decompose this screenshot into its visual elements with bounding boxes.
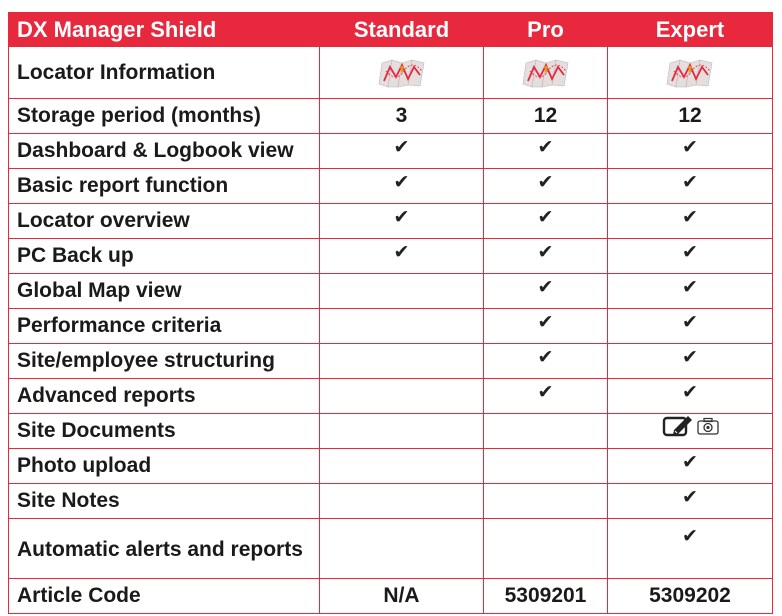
- plan-value-cell: [484, 47, 608, 99]
- plan-value-cell: [484, 379, 608, 414]
- plan-value-cell: [608, 309, 773, 344]
- check-icon: ✔: [537, 206, 554, 228]
- locator-map-icon: [666, 57, 714, 89]
- plan-value-cell: [320, 99, 484, 134]
- plan-value-cell: [484, 99, 608, 134]
- plan-value-cell: [484, 519, 608, 579]
- feature-label: Site Notes: [9, 484, 320, 519]
- check-icon: ✔: [393, 241, 410, 263]
- check-icon: ✔: [682, 241, 698, 263]
- comparison-table: [8, 12, 773, 614]
- plan-value: 5309202: [649, 584, 731, 607]
- plan-value-cell: [320, 344, 484, 379]
- feature-label: Automatic alerts and reports: [9, 519, 320, 579]
- table-row: [9, 169, 773, 204]
- check-icon: ✔: [393, 206, 410, 228]
- feature-label: Performance criteria: [9, 309, 320, 344]
- plan-value-cell: [608, 519, 773, 579]
- check-icon: ✔: [682, 486, 698, 508]
- plan-value-cell: [484, 204, 608, 239]
- plan-value-cell: [608, 274, 773, 309]
- check-icon: ✔: [682, 276, 698, 298]
- plan-value-cell: [484, 169, 608, 204]
- plan-value-cell: [484, 239, 608, 274]
- plan-value-cell: [484, 414, 608, 449]
- feature-label: Site Documents: [9, 414, 320, 449]
- plan-value-cell: [608, 579, 773, 614]
- plan-value-cell: [484, 344, 608, 379]
- table-row: [9, 484, 773, 519]
- plan-value: 3: [395, 104, 408, 127]
- check-icon: ✔: [537, 346, 554, 368]
- plan-value-cell: [608, 134, 773, 169]
- feature-label: Advanced reports: [9, 379, 320, 414]
- plan-value-cell: [320, 414, 484, 449]
- check-icon: ✔: [537, 241, 554, 263]
- table-row: [9, 99, 773, 134]
- plan-value-cell: [484, 484, 608, 519]
- site-documents-icons: [662, 414, 719, 438]
- plan-expert: Expert: [608, 13, 773, 47]
- plan-value-cell: [320, 449, 484, 484]
- table-row: [9, 379, 773, 414]
- plan-value-cell: [608, 344, 773, 379]
- plan-value: 12: [678, 104, 702, 127]
- table-row: [9, 519, 773, 579]
- table-row: [9, 344, 773, 379]
- check-icon: ✔: [537, 171, 554, 193]
- plan-value-cell: [320, 379, 484, 414]
- check-icon: ✔: [393, 171, 410, 193]
- check-icon: ✔: [682, 524, 698, 547]
- check-icon: ✔: [682, 381, 698, 403]
- plan-pro: Pro: [484, 13, 608, 47]
- plan-standard: Standard: [320, 13, 484, 47]
- table-row: [9, 274, 773, 309]
- table-row: [9, 239, 773, 274]
- table-row: [9, 449, 773, 484]
- plan-value-cell: [608, 484, 773, 519]
- feature-label: Site/employee structuring: [9, 344, 320, 379]
- feature-label: PC Back up: [9, 239, 320, 274]
- table-body: [9, 47, 773, 614]
- table-row: [9, 579, 773, 614]
- header-row: [9, 13, 773, 47]
- plan-value-cell: [320, 134, 484, 169]
- edit-document-icon: [662, 414, 694, 438]
- plan-value-cell: [320, 274, 484, 309]
- table-row: [9, 309, 773, 344]
- plan-value-cell: [320, 309, 484, 344]
- feature-label: Locator Information: [9, 47, 320, 99]
- check-icon: ✔: [537, 311, 554, 333]
- check-icon: ✔: [537, 381, 554, 403]
- table-row: [9, 204, 773, 239]
- plan-value-cell: [320, 204, 484, 239]
- plan-value-cell: [484, 449, 608, 484]
- check-icon: ✔: [537, 276, 554, 298]
- plan-value-cell: [320, 519, 484, 579]
- plan-value-cell: [484, 579, 608, 614]
- feature-label: Basic report function: [9, 169, 320, 204]
- plan-value-cell: [320, 169, 484, 204]
- table-row: [9, 134, 773, 169]
- plan-value-cell: [608, 204, 773, 239]
- plan-value: 5309201: [504, 584, 587, 607]
- plan-value-cell: [608, 449, 773, 484]
- plan-value: 12: [533, 104, 558, 127]
- plan-value-cell: [608, 379, 773, 414]
- check-icon: ✔: [682, 206, 698, 228]
- plan-value-cell: [608, 99, 773, 134]
- feature-label: Global Map view: [9, 274, 320, 309]
- table-title: DX Manager Shield: [9, 13, 320, 47]
- check-icon: ✔: [682, 346, 698, 368]
- plan-value-cell: [484, 134, 608, 169]
- feature-label: Photo upload: [9, 449, 320, 484]
- table-row: [9, 414, 773, 449]
- feature-label: Dashboard & Logbook view: [9, 134, 320, 169]
- check-icon: ✔: [537, 136, 554, 158]
- feature-label: Locator overview: [9, 204, 320, 239]
- plan-value-cell: [608, 47, 773, 99]
- locator-map-icon: [522, 57, 570, 89]
- plan-value-cell: [320, 239, 484, 274]
- camera-icon: [697, 417, 719, 435]
- plan-value-cell: [608, 414, 773, 449]
- plan-value-cell: [484, 309, 608, 344]
- plan-value-cell: [320, 484, 484, 519]
- plan-value-cell: [484, 274, 608, 309]
- plan-value: N/A: [383, 584, 420, 607]
- locator-map-icon: [378, 57, 426, 89]
- check-icon: ✔: [393, 136, 410, 158]
- plan-value-cell: [608, 239, 773, 274]
- plan-value-cell: [320, 47, 484, 99]
- plan-value-cell: [320, 579, 484, 614]
- check-icon: ✔: [682, 136, 698, 158]
- check-icon: ✔: [682, 171, 698, 193]
- feature-label: Article Code: [9, 579, 320, 614]
- check-icon: ✔: [682, 311, 698, 333]
- feature-label: Storage period (months): [9, 99, 320, 134]
- plan-value-cell: [608, 169, 773, 204]
- table-row: [9, 47, 773, 99]
- check-icon: ✔: [682, 451, 698, 473]
